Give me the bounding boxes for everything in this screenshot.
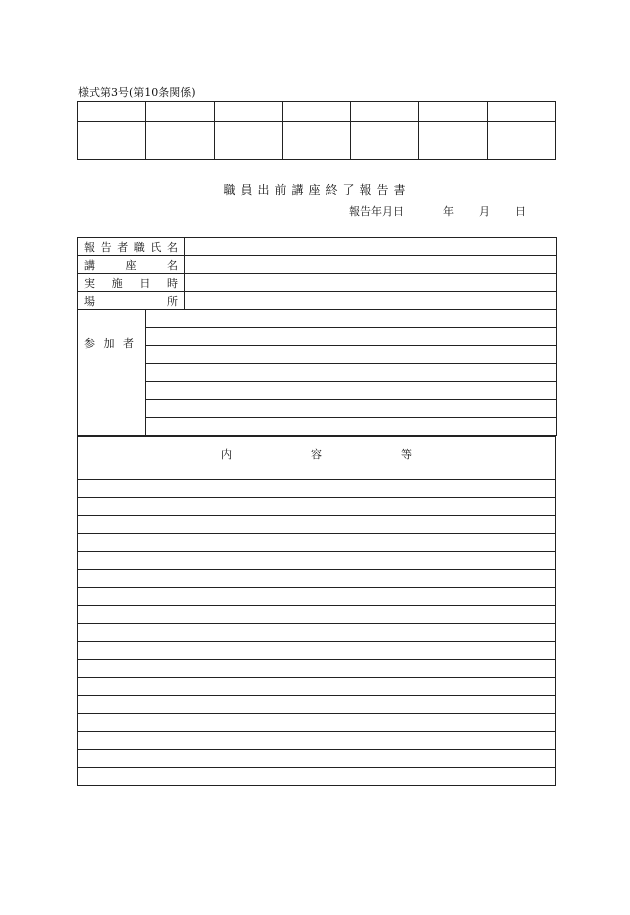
content-header [78, 437, 556, 480]
content-header-char-3: 等 [401, 448, 412, 461]
content-line[interactable] [78, 642, 556, 660]
course-label [78, 256, 185, 274]
report-info-table [77, 237, 557, 310]
content-line[interactable] [78, 678, 556, 696]
datetime-field[interactable] [185, 274, 557, 292]
participants-table [77, 309, 557, 436]
label-char: 施 [111, 276, 123, 290]
content-line[interactable] [78, 588, 556, 606]
participant-line[interactable] [146, 328, 557, 346]
participant-line[interactable] [146, 400, 557, 418]
report-date-label: 報告年月日 [349, 205, 404, 218]
content-line[interactable] [78, 570, 556, 588]
content-line[interactable] [78, 750, 556, 768]
label-char: 講 [84, 258, 95, 272]
label-char: 時 [166, 276, 178, 290]
participant-line[interactable] [146, 346, 557, 364]
stamp-cell[interactable] [487, 122, 555, 160]
label-char: 者 [123, 337, 134, 350]
label-text [84, 239, 178, 255]
month-label: 月 [479, 205, 490, 218]
content-line[interactable] [78, 624, 556, 642]
reporter-field[interactable] [185, 238, 557, 256]
label-char: 日 [139, 276, 151, 290]
stamp-cell[interactable] [214, 122, 282, 160]
label-text [84, 335, 134, 351]
stamp-header-cell [146, 102, 214, 122]
label-char: 所 [167, 294, 178, 308]
document-title: 職員出前講座終了報告書 [223, 183, 411, 197]
stamp-cell[interactable] [146, 122, 214, 160]
label-char: 加 [103, 337, 115, 350]
stamp-cell[interactable] [282, 122, 350, 160]
label-char: 名 [166, 240, 178, 254]
label-char: 場 [84, 294, 95, 308]
label-char: 者 [117, 240, 129, 254]
label-char: 職 [133, 240, 145, 254]
label-char: 参 [84, 337, 95, 350]
label-char: 名 [167, 258, 178, 272]
stamp-header-cell [78, 102, 146, 122]
label-char: 報 [84, 240, 95, 254]
form-number-label: 様式第3号(第10条関係) [78, 86, 196, 99]
label-char: 座 [125, 258, 137, 272]
stamp-header-cell [351, 102, 419, 122]
content-line[interactable] [78, 552, 556, 570]
reporter-label [78, 238, 185, 256]
place-label [78, 292, 185, 310]
stamp-header-cell [214, 102, 282, 122]
approval-stamp-grid [77, 101, 556, 160]
content-line[interactable] [78, 498, 556, 516]
stamp-cell[interactable] [78, 122, 146, 160]
day-label: 日 [515, 205, 526, 218]
content-line[interactable] [78, 534, 556, 552]
label-char: 実 [84, 276, 95, 290]
stamp-header-cell [282, 102, 350, 122]
content-table [77, 436, 556, 786]
label-char: 告 [100, 240, 112, 254]
content-header-char-1: 内 [221, 448, 232, 461]
stamp-cell[interactable] [419, 122, 487, 160]
stamp-header-cell [487, 102, 555, 122]
label-text [84, 293, 178, 309]
participant-line[interactable] [146, 364, 557, 382]
participants-label [78, 310, 146, 436]
content-header-char-2: 容 [311, 448, 322, 461]
content-line[interactable] [78, 660, 556, 678]
participant-line[interactable] [146, 382, 557, 400]
content-line[interactable] [78, 516, 556, 534]
year-label: 年 [443, 205, 454, 218]
content-line[interactable] [78, 696, 556, 714]
stamp-cell[interactable] [351, 122, 419, 160]
datetime-label [78, 274, 185, 292]
course-field[interactable] [185, 256, 557, 274]
content-line[interactable] [78, 714, 556, 732]
participant-line[interactable] [146, 310, 557, 328]
place-field[interactable] [185, 292, 557, 310]
label-text [84, 275, 178, 291]
stamp-header-cell [419, 102, 487, 122]
content-line[interactable] [78, 732, 556, 750]
participant-line[interactable] [146, 418, 557, 436]
label-text [84, 257, 178, 273]
label-char: 氏 [150, 240, 162, 254]
content-line[interactable] [78, 480, 556, 498]
content-line[interactable] [78, 606, 556, 624]
content-line[interactable] [78, 768, 556, 786]
